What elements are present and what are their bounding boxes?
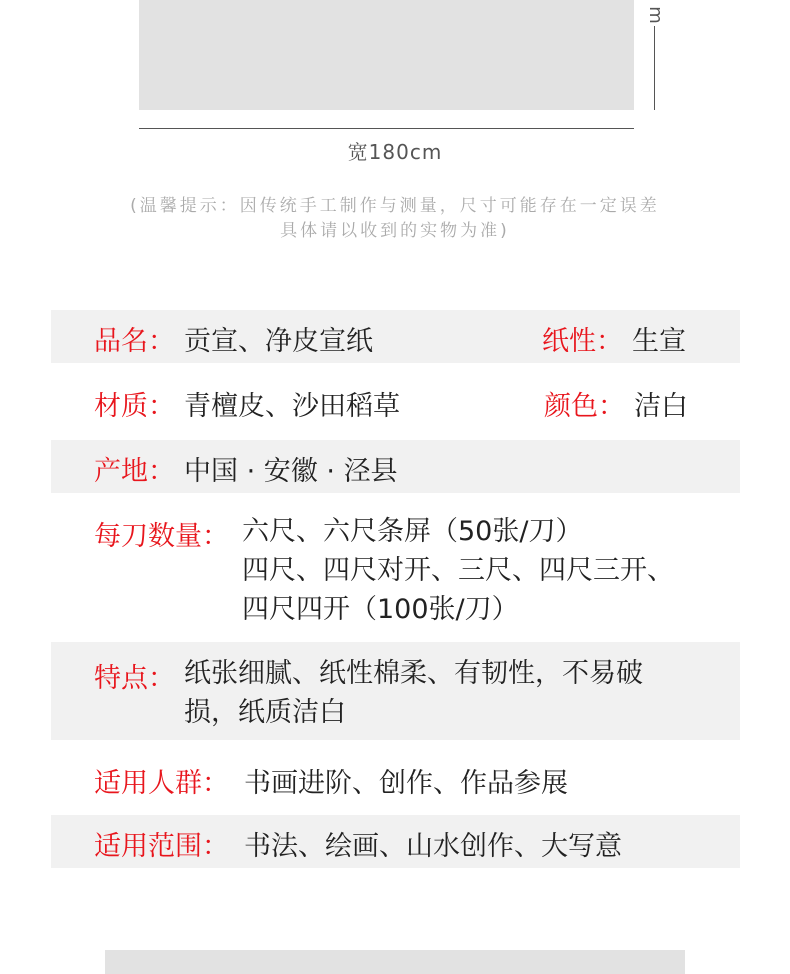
usage-label: 适用范围： bbox=[94, 831, 229, 862]
origin-label: 产地： bbox=[94, 456, 175, 487]
width-dimension-line bbox=[139, 128, 634, 129]
spec-row-origin bbox=[51, 440, 740, 493]
quantity-value bbox=[242, 512, 737, 629]
spec-row-audience bbox=[51, 752, 740, 805]
origin-value: 中国 · 安徽 · 泾县 bbox=[184, 456, 398, 487]
tip-line-1: (温馨提示：因传统手工制作与测量，尺寸可能存在一定误差 bbox=[130, 196, 660, 216]
quantity-line-2: 四尺、四尺对开、三尺、四尺三开、 bbox=[242, 555, 674, 586]
paper-type-label: 纸性： bbox=[542, 326, 623, 357]
material-label: 材质： bbox=[94, 391, 175, 422]
color-value: 洁白 bbox=[634, 391, 688, 422]
name-label: 品名： bbox=[94, 326, 175, 357]
width-dimension-label: 宽180cm bbox=[347, 140, 443, 164]
spec-row-quantity bbox=[51, 505, 740, 630]
next-section-illustration bbox=[105, 950, 685, 974]
features-label: 特点： bbox=[94, 663, 175, 694]
name-value: 贡宣、净皮宣纸 bbox=[184, 326, 373, 357]
quantity-line-1: 六尺、六尺条屏（50张/刀） bbox=[242, 516, 583, 547]
paper-size-illustration bbox=[139, 0, 634, 110]
quantity-label: 每刀数量： bbox=[94, 521, 229, 552]
features-line-2: 损，纸质洁白 bbox=[184, 697, 346, 728]
audience-label: 适用人群： bbox=[94, 768, 229, 799]
measurement-tip bbox=[60, 194, 730, 244]
features-line-1: 纸张细腻、纸性棉柔、有韧性，不易破 bbox=[184, 658, 643, 689]
height-dimension-line bbox=[654, 26, 655, 110]
color-label: 颜色： bbox=[544, 391, 625, 422]
features-value bbox=[184, 654, 734, 732]
quantity-line-3: 四尺四开（100张/刀） bbox=[242, 594, 519, 625]
spec-row-usage bbox=[51, 815, 740, 868]
spec-row-name bbox=[51, 310, 740, 363]
paper-type-value: 生宣 bbox=[632, 326, 686, 357]
tip-line-2: 具体请以收到的实物为准) bbox=[280, 221, 510, 241]
material-value: 青檀皮、沙田稻草 bbox=[184, 391, 400, 422]
audience-value: 书画进阶、创作、作品参展 bbox=[244, 768, 568, 799]
usage-value: 书法、绘画、山水创作、大写意 bbox=[244, 831, 622, 862]
spec-row-features bbox=[51, 642, 740, 740]
height-unit-label: m bbox=[644, 6, 666, 24]
spec-row-material bbox=[51, 375, 740, 428]
